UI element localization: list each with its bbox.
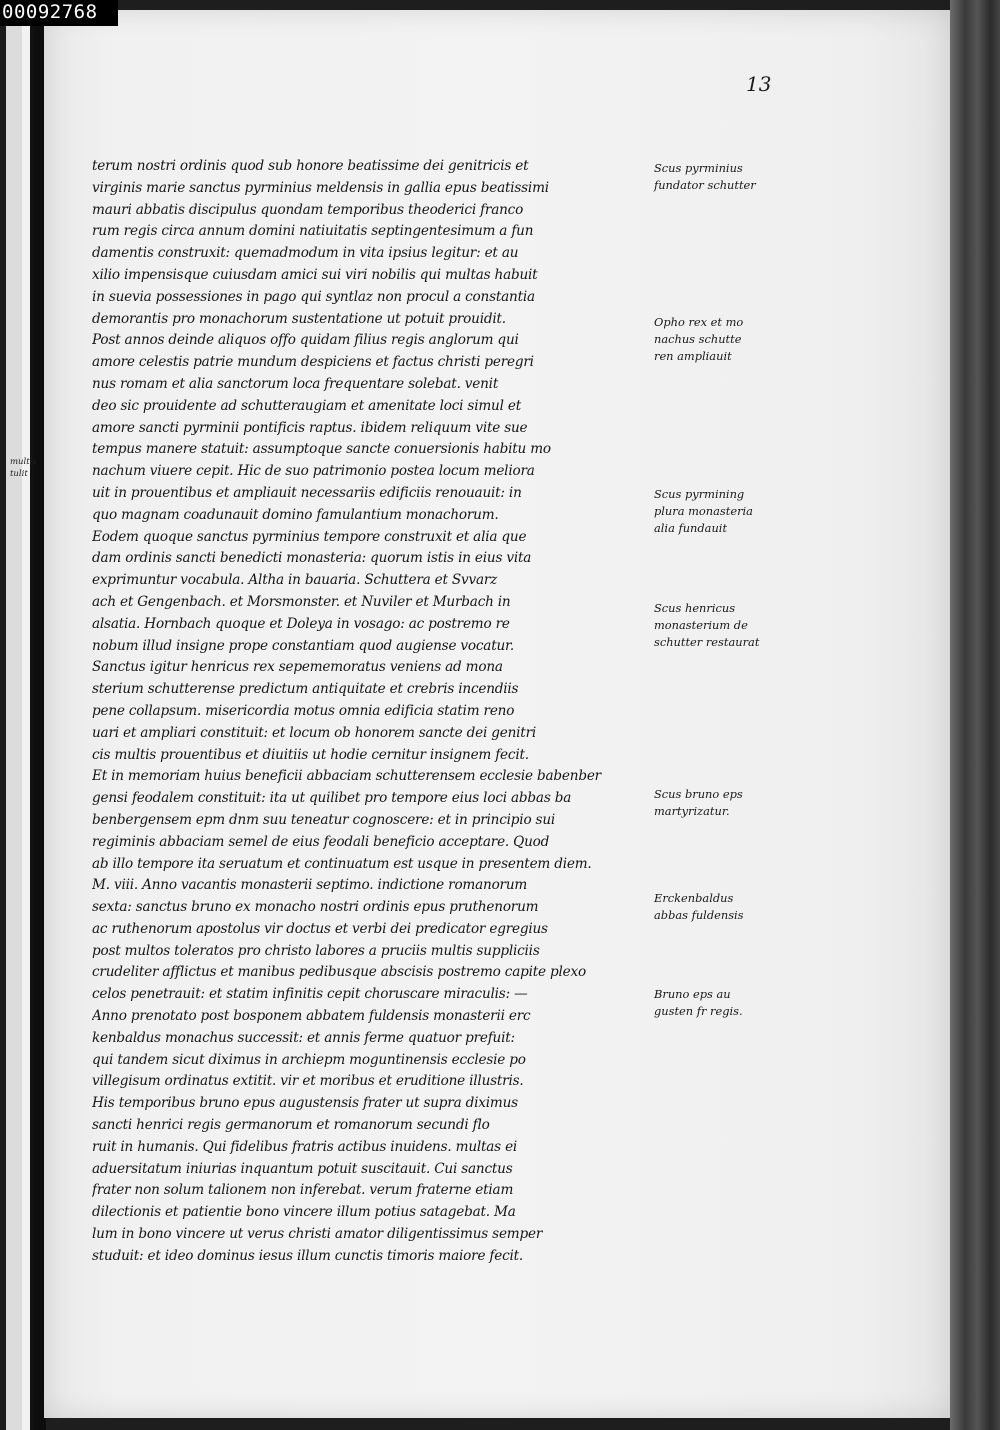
text-line: quo magnam coadunauit domino famulantium monachorum. [92,506,499,523]
marginal-note-line: Scus bruno eps [654,787,743,801]
text-line: nobum illud insigne prope constantiam quod augiense vocatur. [92,637,514,654]
marginal-note [654,314,774,365]
marginal-note-line: ren ampliauit [654,349,732,363]
text-line: alsatia. Hornbach quoque et Doleya in vosago: ac postremo re [92,615,510,632]
left-margin-note-line: multis [10,457,37,467]
text-line: damentis construxit: quemadmodum in vita ipsius legitur: et au [92,245,519,262]
marginal-note-line: plura monasteria [654,504,753,518]
text-line: sexta: sanctus bruno ex monacho nostri ordinis epus pruthenorum [92,899,539,916]
text-line: ruit in humanis. Qui fidelibus fratris actibus inuidens. multas ei [92,1138,518,1155]
text-line: post multos toleratos pro christo labores a pruciis multis suppliciis [92,942,540,959]
marginal-note [654,890,774,924]
text-line: villegisum ordinatus extitit. vir et moribus et eruditione illustris. [92,1073,524,1090]
text-line: tempus manere statuit: assumptoque sancte conuersionis habitu mo [92,441,551,458]
text-line: His temporibus bruno epus augustensis frater ut supra diximus [92,1095,518,1112]
text-line: uit in prouentibus et ampliauit necessariis edificiis renouauit: in [92,484,522,501]
marginal-note-line: Scus henricus [654,601,736,615]
text-line: regiminis abbaciam semel de eius feodali beneficio acceptare. Quod [92,833,550,850]
text-line: dilectionis et patientie bono vincere illum potius satagebat. Ma [92,1204,516,1221]
marginal-note [654,786,774,820]
text-line: exprimuntur vocabula. Altha in bauaria. Schuttera et Svvarz [92,572,498,589]
marginal-note [654,160,774,194]
text-line: ac ruthenorum apostolus vir doctus et verbi dei predicator egregius [92,920,548,937]
text-line: crudeliter afflictus et manibus pedibusque abscisis postremo capite plexo [92,964,586,981]
text-line: ab illo tempore ita seruatum et continuatum est usque in presentem diem. [92,855,592,872]
text-line: Anno prenotato post bosponem abbatem fuldensis monasterii erc [92,1008,531,1025]
marginal-note [654,986,774,1020]
text-line: sterium schutterense predictum antiquitate et crebris incendiis [92,681,519,698]
marginal-note-line: Bruno eps au [654,987,731,1001]
text-line: uari et ampliari constituit: et locum ob honorem sancte dei genitri [92,724,537,741]
text-line: lum in bono vincere ut verus christi amator diligentissimus semper [92,1226,543,1243]
text-line: amore sancti pyrminii pontificis raptus. ibidem reliquum vite sue [92,419,528,436]
marginal-note-line: fundator schutter [654,178,756,192]
text-line: frater non solum talionem non inferebat. verum fraterne etiam [92,1182,514,1199]
text-line: rum regis circa annum domini natiuitatis septingentesimum a fun [92,223,534,240]
text-line: Sanctus igitur henricus rex sepememoratus veniens ad mona [92,659,503,676]
text-line: Post annos deinde aliquos offo quidam filius regis anglorum qui [92,332,519,349]
text-line: studuit: et ideo dominus iesus illum cunctis timoris maiore fecit. [92,1247,524,1264]
text-line: nachum viuere cepit. Hic de suo patrimonio postea locum meliora [92,463,535,480]
marginal-note-line: schutter restaurat [654,635,760,649]
page-fore-edge [950,0,1000,1430]
marginal-note-line: Scus pyrminius [654,161,743,175]
text-line: aduersitatum iniurias inquantum potuit suscitauit. Cui sanctus [92,1160,513,1177]
marginal-note-line: Erckenbaldus [654,891,734,905]
archive-id-stamp: 00092768 [0,0,118,26]
marginal-note [654,600,774,651]
text-line: cis multis prouentibus et diuitiis ut hodie cernitur insignem fecit. [92,746,529,763]
left-margin-note-line: tulit [10,469,28,479]
text-line: terum nostri ordinis quod sub honore beatissime dei genitricis et [92,158,529,174]
text-line: qui tandem sicut diximus in archiepm moguntinensis ecclesie po [92,1051,526,1068]
text-line: benbergensem epm dnm suu teneatur cognoscere: et in principio sui [92,811,556,828]
previous-leaf-edge [0,0,34,1430]
text-line: Et in memoriam huius beneficii abbaciam schutterensem ecclesie babenber [92,768,601,785]
marginal-note-line: martyrizatur. [654,804,730,818]
marginal-note-line: alia fundauit [654,521,728,535]
text-line: dam ordinis sancti benedicti monasteria: quorum istis in eius vita [92,550,532,567]
marginal-note-line: gusten fr regis. [654,1004,743,1018]
marginal-note-line: abbas fuldensis [654,908,744,922]
text-line: kenbaldus monachus successit: et annis ferme quatuor prefuit: [92,1029,515,1046]
marginal-note-line: Scus pyrmining [654,487,745,501]
text-line: M. viii. Anno vacantis monasterii septimo. indictione romanorum [92,877,528,894]
marginal-note-line: nachus schutte [654,332,742,346]
text-line: mauri abbatis discipulus quondam temporibus theoderici franco [92,201,524,218]
text-line: ach et Gengenbach. et Morsmonster. et Nuviler et Murbach in [92,593,511,610]
folio-number: 13 [746,72,772,96]
text-line: amore celestis patrie mundum despiciens et factus christi peregri [92,354,534,371]
text-line: demorantis pro monachorum sustentatione ut potuit prouidit. [92,310,506,327]
text-line: nus romam et alia sanctorum loca frequentare solebat. venit [92,375,499,392]
text-line: sancti henrici regis germanorum et romanorum secundi flo [92,1117,490,1134]
text-line: virginis marie sanctus pyrminius meldensis in gallia epus beatissimi [92,179,549,196]
marginal-note-line: Opho rex et mo [654,315,744,329]
text-line: xilio impensisque cuiusdam amici sui viri nobilis qui multas habuit [92,266,538,283]
text-line: deo sic prouidente ad schutteraugiam et amenitate loci simul et [92,397,521,414]
text-line: gensi feodalem constituit: ita ut quilibet pro tempore eius loci abbas ba [92,790,572,807]
marginal-note-line: monasterium de [654,618,748,632]
text-line: pene collapsum. misericordia motus omnia edificia statim reno [92,702,515,719]
text-line: celos penetrauit: et statim infinitis cepit choruscare miraculis: — [92,986,528,1003]
text-line: in suevia possessiones in pago qui syntlaz non procul a constantia [92,288,535,305]
main-text-column [92,156,632,1268]
marginal-note [654,486,774,537]
text-line: Eodem quoque sanctus pyrminius tempore construxit et alia que [92,528,527,545]
